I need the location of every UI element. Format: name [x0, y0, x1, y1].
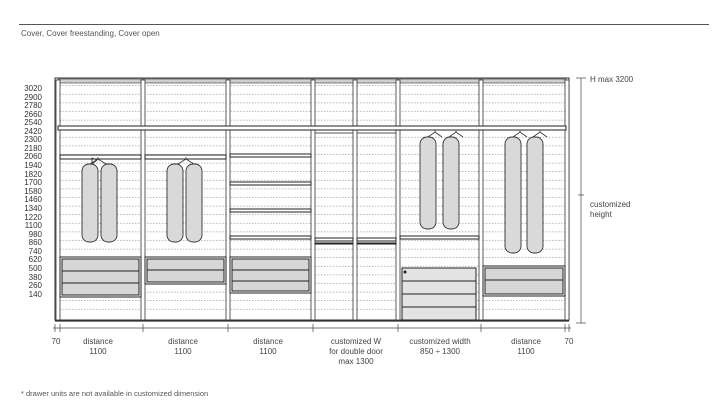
bay3-label-line: distance: [253, 337, 283, 346]
height-tick: 620: [28, 255, 42, 264]
height-tick: 2660: [24, 110, 42, 119]
drawer-unit-bay6: [483, 266, 565, 296]
footnote: * drawer units are not available in customized dimension: [21, 389, 209, 398]
drawer-unit-bay1: [60, 257, 141, 297]
bay4-label-line: max 1300: [338, 357, 374, 366]
bay4-customized-label: [316, 337, 396, 367]
height-tick: 1580: [24, 187, 42, 196]
bay5-label-line: 850 ÷ 1300: [420, 347, 460, 356]
height-tick: 1460: [24, 195, 42, 204]
height-tick: 3020: [24, 84, 42, 93]
max-height-label: H max 3200: [590, 75, 634, 84]
bay2-label-line: 1100: [174, 347, 192, 356]
height-tick: 2180: [24, 144, 42, 153]
customized-height-label: customized: [590, 200, 631, 209]
bay4-label-line: customized W: [330, 337, 382, 346]
bay3-distance-label: [238, 337, 298, 357]
left-edge-label: 70: [51, 337, 61, 346]
height-tick: 860: [28, 238, 42, 247]
width-dimension-line: [53, 324, 571, 332]
bay3-label-line: 1100: [259, 347, 277, 356]
bay6-distance-label: [496, 337, 556, 357]
drawer-unit-bay3: [230, 257, 311, 293]
bay1-label-line: distance: [83, 337, 113, 346]
bay1-label-line: 1100: [89, 347, 107, 356]
height-tick: 380: [28, 273, 42, 282]
bay5-customized-label: [400, 337, 480, 357]
page-subtitle: Cover, Cover freestanding, Cover open: [21, 29, 160, 38]
height-tick: 1100: [24, 221, 42, 230]
bay2-label-line: distance: [168, 337, 198, 346]
height-tick: 1340: [24, 204, 42, 213]
height-tick: 500: [28, 264, 42, 273]
height-tick: 2300: [24, 135, 42, 144]
height-tick: 740: [28, 247, 42, 256]
bay4-label-line: for double door: [329, 347, 383, 356]
height-tick: 2540: [24, 118, 42, 127]
bay5-label-line: customized width: [409, 337, 471, 346]
bay1-distance-label: [68, 337, 128, 357]
drawer-unit-bay5: [402, 268, 476, 320]
height-tick: 2060: [24, 152, 42, 161]
height-tick: 1940: [24, 161, 42, 170]
right-edge-label: 70: [564, 337, 574, 346]
height-tick: 2900: [24, 93, 42, 102]
bay6-label-line: distance: [511, 337, 541, 346]
height-tick: 1220: [24, 213, 42, 222]
customized-height-label: height: [590, 210, 612, 219]
drawer-unit-bay2: [145, 257, 226, 284]
height-tick: 1820: [24, 170, 42, 179]
height-tick: 1700: [24, 178, 42, 187]
height-tick: 980: [28, 230, 42, 239]
bay2-distance-label: [153, 337, 213, 357]
height-tick: 260: [28, 281, 42, 290]
height-tick: 2420: [24, 127, 42, 136]
height-tick: 140: [28, 290, 42, 299]
bay6-label-line: 1100: [517, 347, 535, 356]
height-tick: 2780: [24, 101, 42, 110]
height-dimension-line: [576, 78, 586, 323]
